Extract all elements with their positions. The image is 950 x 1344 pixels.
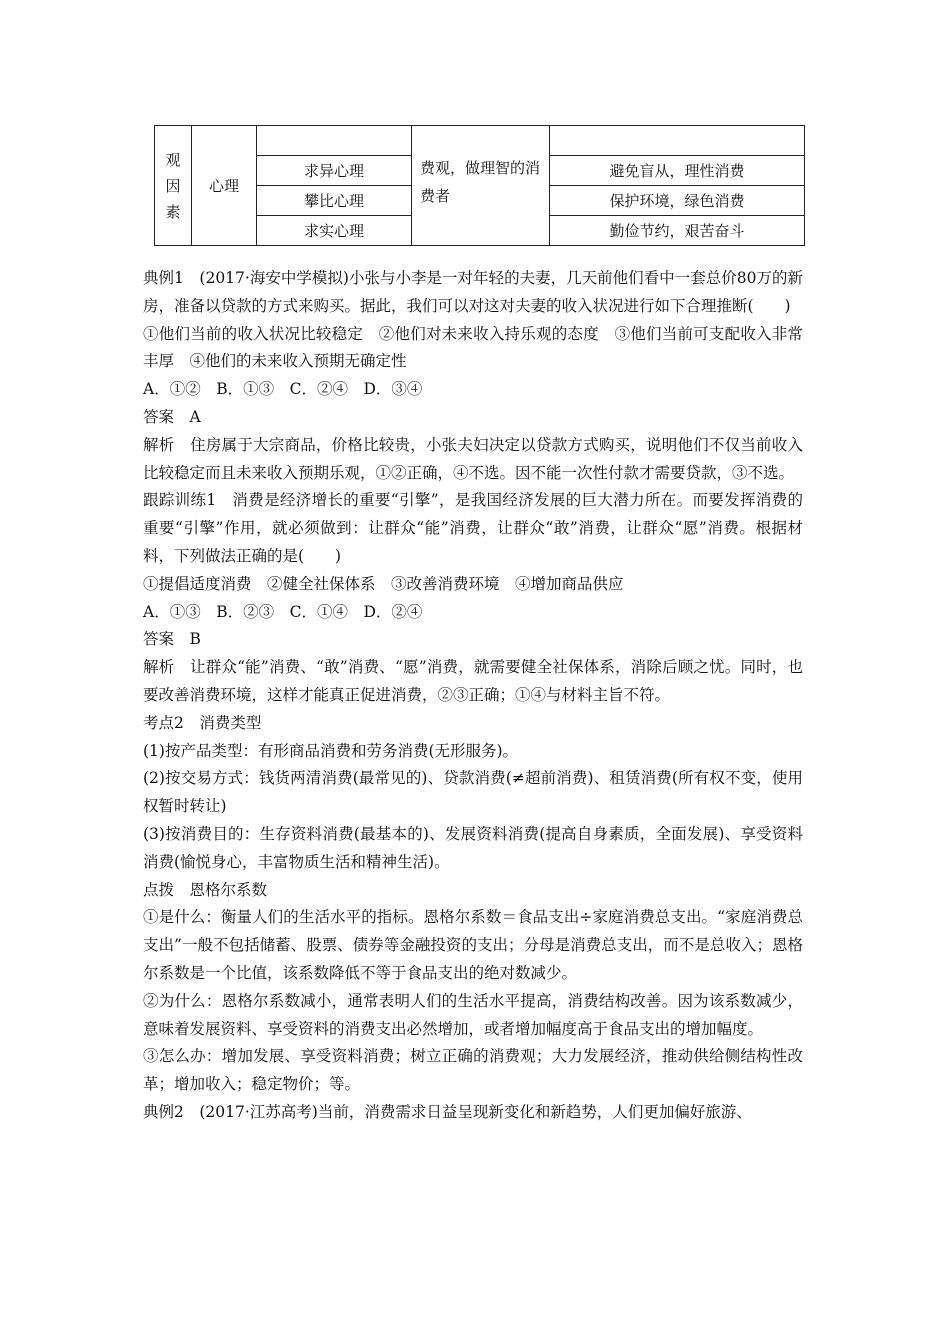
table-cell-item: 求实心理 [257, 216, 412, 246]
table-cell-empty [257, 126, 412, 156]
table-cell-right: 保护环境，绿色消费 [550, 186, 805, 216]
table-cell-right: 勤俭节约，艰苦奋斗 [550, 216, 805, 246]
consumption-type-1: (1)按产品类型：有形商品消费和劳务消费(无形服务)。 [143, 741, 519, 760]
example-1-choices: A．①② B．①③ C．②④ D．③④ [143, 380, 423, 399]
vertical-label-cell: 观 因 素 [155, 126, 192, 246]
tip-what: ①是什么：衡量人们的生活水平的指标。恩格尔系数＝食品支出÷家庭消费总支出。“家庭消费总支出”一般不包括储蓄、股票、债券等金融投资的支出；分母是消费总支出，而不是总收入；恩格尔系数是一个比值，该系数降低不等于食品支出的绝对数减少。 [143, 908, 803, 982]
example-1-options-statements: ①他们当前的收入状况比较稳定 ②他们对未来收入持乐观的态度 ③他们当前可支配收入非常丰厚 ④他们的未来收入预期无确定性 [143, 324, 803, 371]
table-cell-item: 求异心理 [257, 156, 412, 186]
example-1-analysis: 解析 住房属于大宗商品，价格比较贵，小张夫妇决定以贷款方式购买，说明他们不仅当前收入比较稳定而且未来收入预期乐观，①②正确，④不选。因不能一次性付款才需要贷款，③不选。 [143, 435, 803, 482]
table-cell-right: 避免盲从，理性消费 [550, 156, 805, 186]
tip-why: ②为什么：恩格尔系数减小，通常表明人们的生活水平提高，消费结构改善。因为该系数减少，意味着发展资料、享受资料的消费支出必然增加，或者增加幅度高于食品支出的增加幅度。 [143, 991, 803, 1038]
summary-table-fragment [154, 125, 805, 246]
body-text [143, 265, 803, 1127]
consumption-type-2: (2)按交易方式：钱货两清消费(最常见的)、贷款消费(≠超前消费)、租赁消费(所有权不变，使用权暂时转让) [143, 769, 803, 816]
psychology-cell: 心理 [192, 126, 257, 246]
consumption-type-3: (3)按消费目的：生存资料消费(最基本的)、发展资料消费(提高自身素质，全面发展)、享受资料消费(愉悦身心，丰富物质生活和精神生活)。 [143, 824, 803, 871]
example-1-question: 典例1 (2017·海安中学模拟)小张与小李是一对年轻的夫妻，几天前他们看中一套总价80万的新房，准备以贷款的方式来购买。据此，我们可以对这对夫妻的收入状况进行如下合理推断( ) [143, 269, 803, 315]
practice-1-choices: A．①③ B．②③ C．①④ D．②④ [143, 602, 423, 621]
example-2-question: 典例2 (2017·江苏高考)当前，消费需求日益呈现新变化和新趋势，人们更加偏好旅游、 [143, 1102, 752, 1121]
practice-1-statements: ①提倡适度消费 ②健全社保体系 ③改善消费环境 ④增加商品供应 [143, 574, 624, 593]
middle-cell: 费观，做理智的消费者 [412, 126, 550, 246]
section-heading: 考点2 消费类型 [143, 713, 262, 732]
tip-heading: 点拨 恩格尔系数 [143, 880, 268, 899]
table-cell-empty [550, 126, 805, 156]
example-1-answer: 答案 A [143, 407, 201, 426]
practice-1-analysis: 解析 让群众“能”消费、“敢”消费、“愿”消费，就需要健全社保体系，消除后顾之忧。同时，也要改善消费环境，这样才能真正促进消费，②③正确；①④与材料主旨不符。 [143, 658, 803, 704]
practice-1-answer: 答案 B [143, 630, 201, 649]
tip-how: ③怎么办：增加发展、享受资料消费；树立正确的消费观；大力发展经济，推动供给侧结构性改革；增加收入；稳定物价；等。 [143, 1047, 803, 1094]
practice-1-question: 跟踪训练1 消费是经济增长的重要“引擎”，是我国经济发展的巨大潜力所在。而要发挥消费的重要“引擎”作用，就必须做到：让群众“能”消费，让群众“敢”消费，让群众“愿”消费。根据材料，下列做法正确的是( ) [143, 491, 803, 565]
table-cell-item: 攀比心理 [257, 186, 412, 216]
